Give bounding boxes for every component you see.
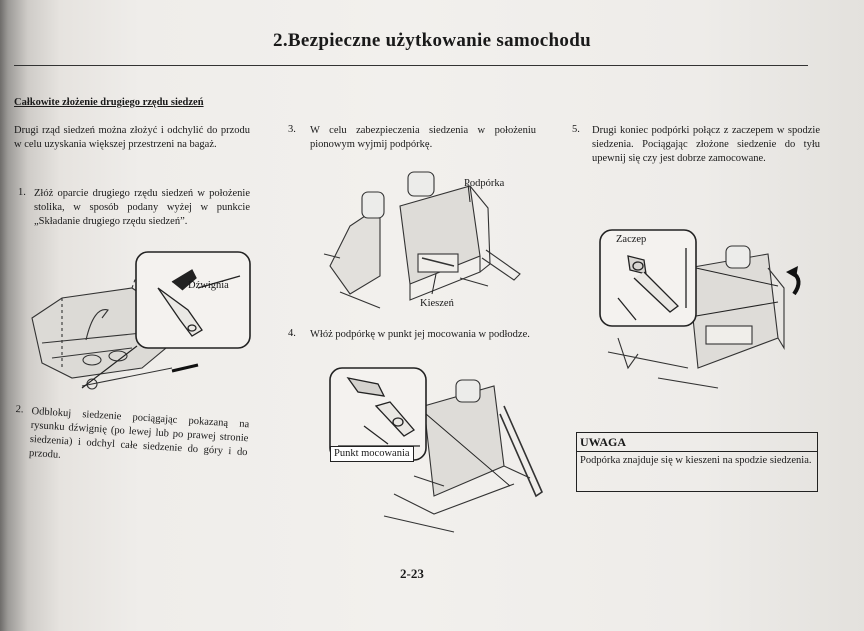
step-5-text: Drugi koniec podpórki połącz z zaczepem w spodzie siedzenia. Pociągając złożone siedzenie do tyłu upewnij się czy jest dobrze zamocowane. (592, 125, 820, 164)
step-2-text: Odblokuj siedzenie pociągając pokazaną na rysunku dźwignię (po lewej lub po prawej stronie siedzenia) i odchyl całe siedzenie do góry i do przodu. (28, 405, 250, 461)
support-label: Podpórka (464, 178, 505, 189)
hook-label: Zaczep (616, 234, 647, 245)
page-number: 2-23 (400, 566, 424, 581)
mount-point-label: Punkt mocowania (330, 446, 414, 462)
step-1-text: Złóż oparcie drugiego rzędu siedzeń w położenie stolika, w sposób podany wyżej w punkcie „Składanie drugiego rzędu siedzeń”. (34, 188, 250, 227)
lever-label: Dźwignia (188, 280, 229, 291)
step-5-number: 5. (572, 124, 580, 135)
step-2-number: 2. (15, 404, 24, 416)
figure-hook (598, 228, 824, 398)
figure-support-pocket (310, 166, 540, 316)
page-title: 2.Bezpieczne użytkowanie samochodu (273, 30, 591, 51)
section-title: Całkowite złożenie drugiego rzędu siedzeń (14, 97, 204, 108)
step-3-number: 3. (288, 124, 296, 135)
intro-paragraph: Drugi rząd siedzeń można złożyć i odchylić do przodu w celu uzyskania większej przestrzeni na bagaż. (14, 125, 250, 150)
warning-heading: UWAGA (577, 433, 817, 452)
step-4-text: Włóż podpórkę w punkt jej mocowania w podłodze. (310, 329, 530, 340)
warning-body: Podpórka znajduje się w kieszeni na spodzie siedzenia. (580, 455, 812, 466)
warning-box (576, 432, 818, 492)
step-2-block (15, 404, 252, 461)
pocket-label: Kieszeń (420, 298, 454, 309)
step-1-number: 1. (18, 187, 26, 198)
header-divider (14, 65, 808, 66)
step-3-text: W celu zabezpieczenia siedzenia w położeniu pionowym wyjmij podpórkę. (310, 125, 536, 150)
step-4-number: 4. (288, 328, 296, 339)
figure-seat-lever (22, 248, 254, 400)
